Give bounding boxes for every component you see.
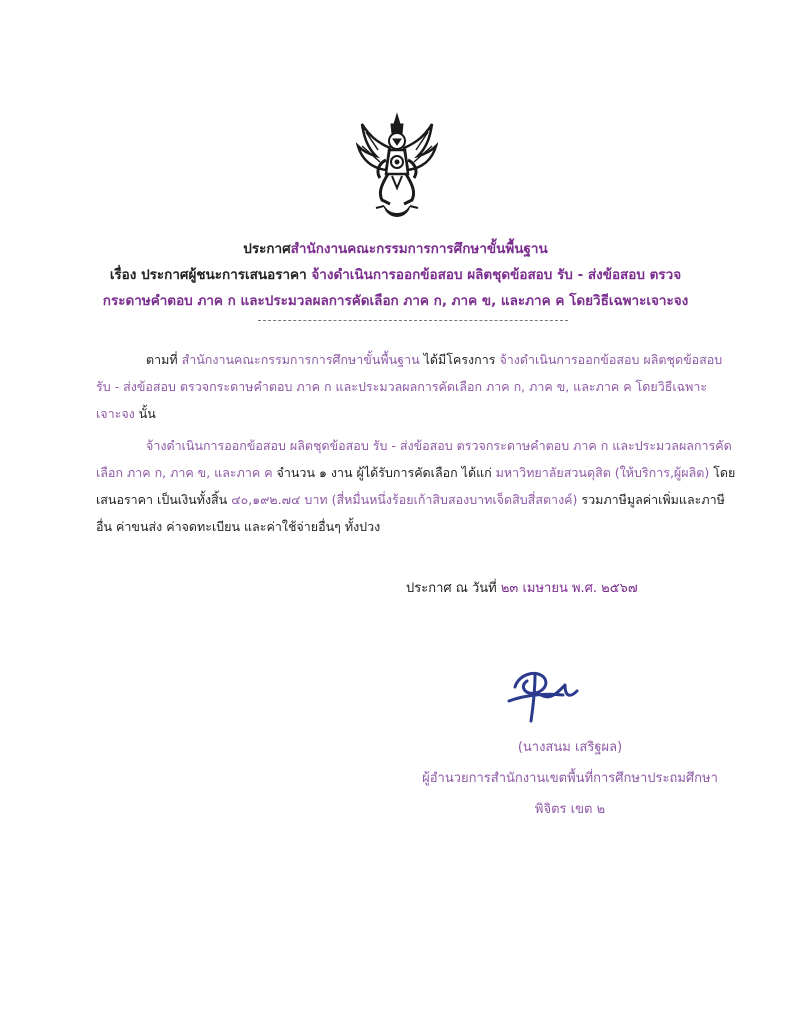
signer-name: (นางสนม เสริฐผล) — [517, 740, 623, 755]
signer-district: พิจิตร เขต ๒ — [534, 802, 606, 817]
date-value: ๒๓ เมษายน พ.ศ. ๒๕๖๗ — [500, 581, 638, 596]
p2-winner: มหาวิทยาลัยสวนดุสิต (ให้บริการ,ผู้ผลิต) — [495, 465, 710, 480]
announcement-date — [406, 577, 638, 598]
agency-name: สำนักงานคณะกรรมการการศึกษาขั้นพื้นฐาน — [290, 241, 548, 257]
p2-item: จ้างดำเนินการออกข้อสอบ ผลิตชุดข้อสอบ รับ - ส่งข้อสอบ ตรวจกระดาษคำตอบ ภาค ก และประมวลผลการคัดเลือก ภาค ก, ภาค ข, และภาค ค — [96, 438, 732, 480]
p1-mid: ได้มีโครงการ — [419, 352, 500, 367]
garuda-emblem-icon — [356, 112, 438, 224]
p2-price: ๔๐,๑๙๒.๗๔ บาท (สี่หมื่นหนึ่งร้อยเก้าสิบสองบาทเจ็ดสิบสี่สตางค์) — [231, 492, 578, 507]
subject-line — [0, 262, 791, 288]
p1-lead: ตามที่ — [146, 352, 182, 367]
signer-position: ผู้อำนวยการสำนักงานเขตพื้นที่การศึกษาประถมศึกษา — [422, 771, 718, 786]
announce-prefix: ประกาศ — [243, 241, 291, 257]
p1-tail: นั้น — [134, 406, 156, 421]
p2-qty: จำนวน ๑ งาน — [272, 465, 353, 480]
paragraph-intro — [96, 346, 736, 427]
p1-agency: สำนักงานคณะกรรมการการศึกษาขั้นพื้นฐาน — [181, 352, 420, 367]
p2-tail: รวมภาษีมูลค่าเพิ่มและภาษีอื่น ค่าขนส่ง ค่าจดทะเบียน และค่าใช้จ่ายอื่นๆ ทั้งปวง — [96, 492, 725, 534]
handwritten-signature-icon — [505, 665, 583, 727]
divider — [258, 320, 568, 321]
announcement-heading — [0, 236, 791, 262]
subject-project: จ้างดำเนินการออกข้อสอบ ผลิตชุดข้อสอบ รับ - ส่งข้อสอบ ตรวจ — [311, 267, 682, 283]
date-prefix: ประกาศ ณ วันที่ — [406, 581, 501, 596]
subject-prefix: เรื่อง ประกาศผู้ชนะการเสนอราคา — [109, 267, 312, 283]
p2-winner-lead: ผู้ได้รับการคัดเลือก ได้แก่ — [352, 465, 496, 480]
paragraph-award — [96, 432, 736, 540]
p2-price-lead: โดยเสนอราคา เป็นเงินทั้งสิ้น — [96, 465, 736, 507]
p1-project: จ้างดำเนินการออกข้อสอบ ผลิตชุดข้อสอบ รับ - ส่งข้อสอบ ตรวจกระดาษคำตอบ ภาค ก และประมวลผลการคัดเลือก ภาค ก, ภาค ข, และภาค ค โดยวิธีเฉพาะเจาะจง — [96, 352, 723, 421]
subject-line-continued: กระดาษคำตอบ ภาค ก และประมวลผลการคัดเลือก ภาค ก, ภาค ข, และภาค ค โดยวิธีเฉพาะเจาะจง — [102, 293, 689, 309]
